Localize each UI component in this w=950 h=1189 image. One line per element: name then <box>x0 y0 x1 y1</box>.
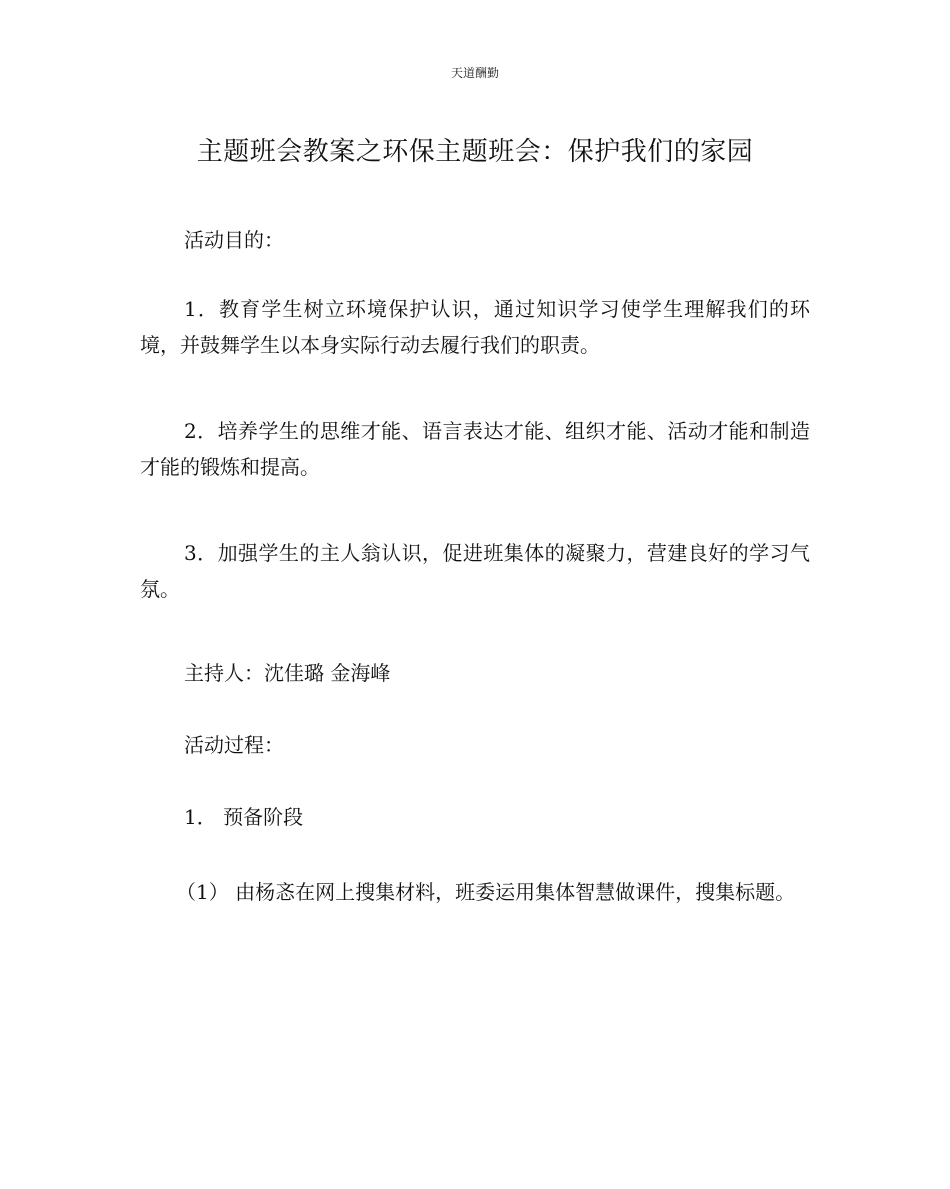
purpose-item-3: 3．加强学生的主人翁认识，促进班集体的凝聚力，营建良好的学习气氛。 <box>140 541 810 601</box>
purpose-heading: 活动目的： <box>184 228 284 252</box>
host-line: 主持人：沈佳璐 金海峰 <box>184 661 391 685</box>
stage-1-item-1: （1） 由杨忞在网上搜集材料，班委运用集体智慧做课件，搜集标题。 <box>176 880 796 904</box>
purpose-item-2: 2．培养学生的思维才能、语言表达才能、组织才能、活动才能和制造才能的锻炼和提高。 <box>140 419 810 479</box>
process-heading: 活动过程： <box>184 733 284 757</box>
stage-1-heading: 1． 预备阶段 <box>184 805 304 829</box>
document-title: 主题班会教案之环保主题班会：保护我们的家园 <box>196 137 754 167</box>
purpose-item-1: 1．教育学生树立环境保护认识，通过知识学习使学生理解我们的环境，并鼓舞学生以本身实际行动去履行我们的职责。 <box>140 297 810 357</box>
page-header: 天道酬勤 <box>450 66 499 80</box>
